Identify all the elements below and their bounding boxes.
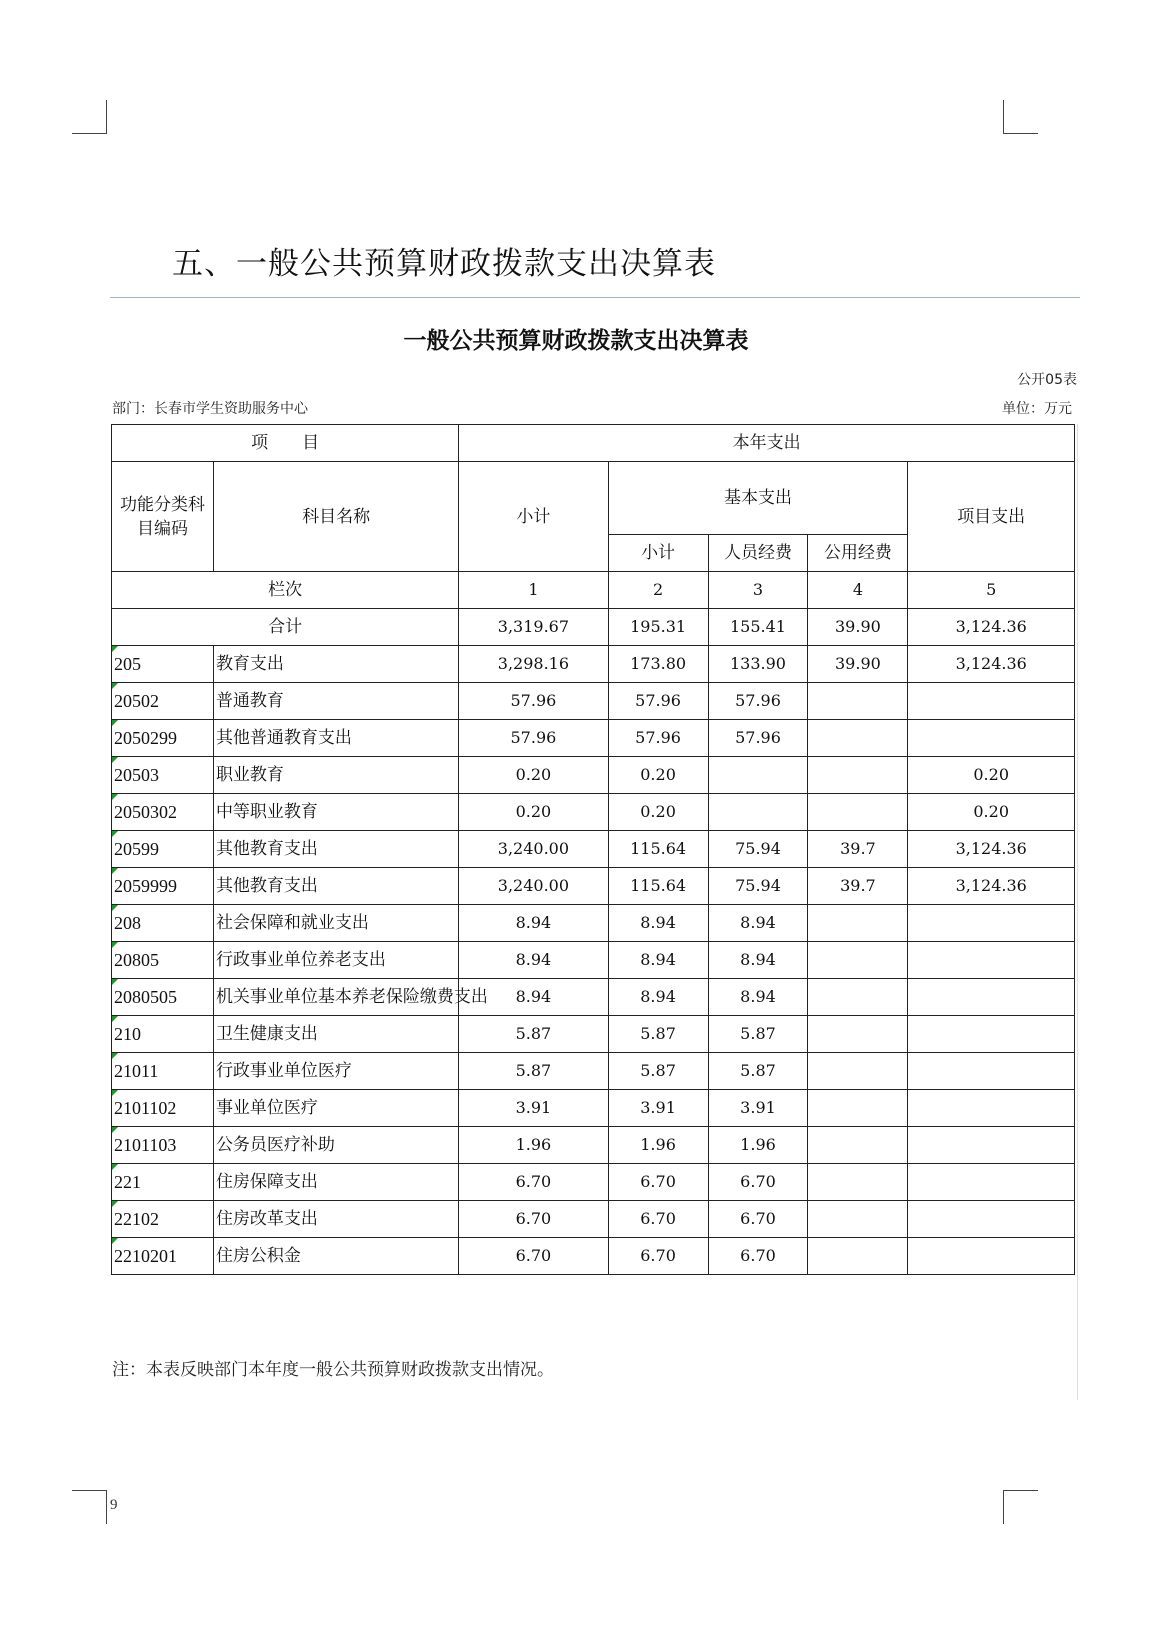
row-value [908,1090,1075,1127]
table-row [112,646,1075,683]
table-row [112,1090,1075,1127]
row-value [908,942,1075,979]
cell-marker-icon [112,979,118,985]
row-value: 5.87 [608,1016,708,1053]
row-code-text: 2050302 [114,802,177,822]
cell-marker-icon [112,794,118,800]
total-value: 195.31 [608,609,708,646]
row-value: 6.70 [608,1201,708,1238]
row-subject-name: 其他教育支出 [213,831,458,868]
row-value [808,1201,908,1238]
row-value [908,1164,1075,1201]
table-note: 注：本表反映部门本年度一般公共预算财政拨款支出情况。 [112,1360,554,1380]
row-value: 8.94 [708,942,808,979]
cell-marker-icon [112,1053,118,1059]
row-subject-name: 住房公积金 [213,1238,458,1275]
row-value: 3,124.36 [908,831,1075,868]
header-public: 公用经费 [808,535,908,572]
total-value: 3,319.67 [459,609,608,646]
row-value: 3,298.16 [459,646,608,683]
row-code-text: 221 [114,1172,141,1192]
row-value: 6.70 [708,1164,808,1201]
table-row [112,757,1075,794]
row-value: 57.96 [708,720,808,757]
row-subject-name: 教育支出 [213,646,458,683]
row-value: 8.94 [608,979,708,1016]
row-code-text: 2101102 [114,1098,177,1118]
table-title: 一般公共预算财政拨款支出决算表 [403,328,749,354]
row-code [112,646,214,683]
total-label: 合计 [112,609,459,646]
row-value: 75.94 [708,868,808,905]
row-code-text: 21011 [114,1061,159,1081]
row-value: 57.96 [459,720,608,757]
row-code [112,1201,214,1238]
row-code [112,1053,214,1090]
row-subject-name: 职业教育 [213,757,458,794]
row-subject-name: 公务员医疗补助 [213,1127,458,1164]
column-index-row [112,572,1075,609]
cell-marker-icon [112,1238,118,1244]
crop-mark-top-left-v [106,100,107,134]
row-value: 1.96 [459,1127,608,1164]
department-label: 部门：长春市学生资助服务中心 [112,401,308,417]
expenditure-table [111,424,1075,1275]
row-value [808,979,908,1016]
row-value [808,720,908,757]
row-value [908,1238,1075,1275]
row-code-text: 2050299 [114,728,177,748]
row-value: 8.94 [708,979,808,1016]
row-value: 5.87 [459,1016,608,1053]
row-value [808,1127,908,1164]
row-code [112,1127,214,1164]
row-value [908,905,1075,942]
row-value [808,683,908,720]
row-code [112,683,214,720]
row-value [808,905,908,942]
row-subject-name: 住房改革支出 [213,1201,458,1238]
row-value [908,683,1075,720]
header-row-1 [112,425,1075,462]
row-value: 6.70 [459,1201,608,1238]
data-rows [112,646,1075,1275]
table-row [112,1127,1075,1164]
table-row [112,868,1075,905]
row-value [908,720,1075,757]
row-code-text: 205 [114,654,141,674]
row-value: 0.20 [459,794,608,831]
table-row [112,942,1075,979]
header-row-2 [112,462,1075,535]
row-value: 5.87 [708,1053,808,1090]
row-value [808,794,908,831]
row-subject-name: 中等职业教育 [213,794,458,831]
table-row [112,720,1075,757]
table-row [112,1238,1075,1275]
crop-mark-bottom-right-v [1003,1490,1004,1524]
row-value: 8.94 [459,979,608,1016]
row-subject-name: 其他教育支出 [213,868,458,905]
row-value: 39.90 [808,646,908,683]
row-code [112,720,214,757]
row-value: 133.90 [708,646,808,683]
cell-marker-icon [112,646,118,652]
section-heading: 五、一般公共预算财政拨款支出决算表 [172,246,716,282]
row-value: 6.70 [708,1238,808,1275]
row-value: 57.96 [608,720,708,757]
cell-marker-icon [112,1016,118,1022]
total-row [112,609,1075,646]
crop-mark-bottom-right-h [1003,1490,1038,1491]
row-code-text: 2080505 [114,987,177,1007]
table-row [112,683,1075,720]
row-code-text: 20503 [114,765,159,785]
row-subject-name: 普通教育 [213,683,458,720]
row-value: 0.20 [608,757,708,794]
unit-label: 单位：万元 [1002,401,1072,417]
row-value [808,942,908,979]
row-value [908,1053,1075,1090]
row-value: 8.94 [708,905,808,942]
table-row [112,1016,1075,1053]
row-value: 115.64 [608,831,708,868]
cell-marker-icon [112,1164,118,1170]
row-subject-name: 行政事业单位医疗 [213,1053,458,1090]
row-subject-name: 卫生健康支出 [213,1016,458,1053]
header-basic-subtotal: 小计 [608,535,708,572]
row-code [112,1016,214,1053]
crop-mark-top-left-h [72,133,107,134]
row-subject-name: 住房保障支出 [213,1164,458,1201]
row-code [112,1090,214,1127]
cell-marker-icon [112,757,118,763]
row-subject-name: 社会保障和就业支出 [213,905,458,942]
row-value: 6.70 [608,1164,708,1201]
row-value: 3.91 [708,1090,808,1127]
crop-mark-top-right-v [1003,100,1004,134]
row-value: 0.20 [608,794,708,831]
row-code-text: 208 [114,913,141,933]
row-value: 8.94 [459,905,608,942]
row-value: 8.94 [608,942,708,979]
row-code [112,794,214,831]
row-value: 57.96 [708,683,808,720]
total-value: 3,124.36 [908,609,1075,646]
header-subtotal: 小计 [459,462,608,572]
header-item: 项 目 [112,425,459,462]
row-subject-name: 事业单位医疗 [213,1090,458,1127]
header-subject-name: 科目名称 [213,462,458,572]
header-func-code: 功能分类科目编码 [112,462,214,572]
row-value: 1.96 [708,1127,808,1164]
row-value: 3,240.00 [459,831,608,868]
table-row [112,794,1075,831]
row-code-text: 20805 [114,950,159,970]
row-value [808,1016,908,1053]
row-code [112,1238,214,1275]
cell-marker-icon [112,720,118,726]
cell-marker-icon [112,1090,118,1096]
row-value: 115.64 [608,868,708,905]
row-code [112,942,214,979]
row-code [112,757,214,794]
row-code-text: 2210201 [114,1246,177,1266]
header-project: 项目支出 [908,462,1075,572]
cell-marker-icon [112,942,118,948]
column-index: 5 [908,572,1075,609]
column-index: 2 [608,572,708,609]
row-code-text: 210 [114,1024,141,1044]
row-value [708,794,808,831]
cell-marker-icon [112,1127,118,1133]
row-code-text: 2059999 [114,876,177,896]
row-value: 5.87 [708,1016,808,1053]
table-row [112,1164,1075,1201]
cell-marker-icon [112,683,118,689]
header-basic: 基本支出 [608,462,908,535]
cell-marker-icon [112,868,118,874]
row-code [112,905,214,942]
table-row [112,831,1075,868]
row-value [808,1238,908,1275]
row-value: 39.7 [808,831,908,868]
column-index: 3 [708,572,808,609]
cell-marker-icon [112,905,118,911]
row-value: 3.91 [459,1090,608,1127]
row-value [908,1127,1075,1164]
row-code-text: 20599 [114,839,159,859]
row-value: 3,124.36 [908,646,1075,683]
row-value: 6.70 [608,1238,708,1275]
row-value: 39.7 [808,868,908,905]
row-code [112,868,214,905]
row-value [908,979,1075,1016]
row-code [112,979,214,1016]
row-value: 3.91 [608,1090,708,1127]
total-value: 39.90 [808,609,908,646]
crop-mark-top-right-h [1003,133,1038,134]
table-code: 公开05表 [1017,372,1077,388]
row-value: 0.20 [908,757,1075,794]
row-value: 5.87 [459,1053,608,1090]
header-this-year: 本年支出 [459,425,1075,462]
table-row [112,979,1075,1016]
row-value: 6.70 [459,1164,608,1201]
crop-mark-bottom-left-h [72,1490,107,1491]
header-personnel: 人员经费 [708,535,808,572]
row-value: 57.96 [459,683,608,720]
total-value: 155.41 [708,609,808,646]
row-value: 8.94 [459,942,608,979]
row-value [808,757,908,794]
row-value: 8.94 [608,905,708,942]
row-value: 6.70 [459,1238,608,1275]
row-value [908,1016,1075,1053]
row-value: 0.20 [459,757,608,794]
row-value: 0.20 [908,794,1075,831]
table-row [112,1201,1075,1238]
heading-divider [110,297,1080,298]
row-value: 3,124.36 [908,868,1075,905]
row-code [112,1164,214,1201]
row-subject-name: 行政事业单位养老支出 [213,942,458,979]
cell-marker-icon [112,831,118,837]
row-value: 3,240.00 [459,868,608,905]
row-code-text: 22102 [114,1209,159,1229]
table-row [112,1053,1075,1090]
column-index-label: 栏次 [112,572,459,609]
row-code-text: 20502 [114,691,159,711]
row-value: 1.96 [608,1127,708,1164]
crop-mark-bottom-left-v [106,1490,107,1524]
row-subject-name: 机关事业单位基本养老保险缴费支出 [213,979,458,1016]
row-value: 75.94 [708,831,808,868]
row-value [808,1164,908,1201]
row-code-text: 2101103 [114,1135,177,1155]
page-number: 9 [110,1497,118,1513]
cell-marker-icon [112,1201,118,1207]
row-value: 57.96 [608,683,708,720]
row-value [808,1053,908,1090]
page-edge-line [1077,424,1078,1400]
row-subject-name: 其他普通教育支出 [213,720,458,757]
row-value: 5.87 [608,1053,708,1090]
row-value [908,1201,1075,1238]
table-row [112,905,1075,942]
column-index: 4 [808,572,908,609]
row-value [808,1090,908,1127]
row-value: 173.80 [608,646,708,683]
column-index: 1 [459,572,608,609]
row-code [112,831,214,868]
row-value: 6.70 [708,1201,808,1238]
row-value [708,757,808,794]
